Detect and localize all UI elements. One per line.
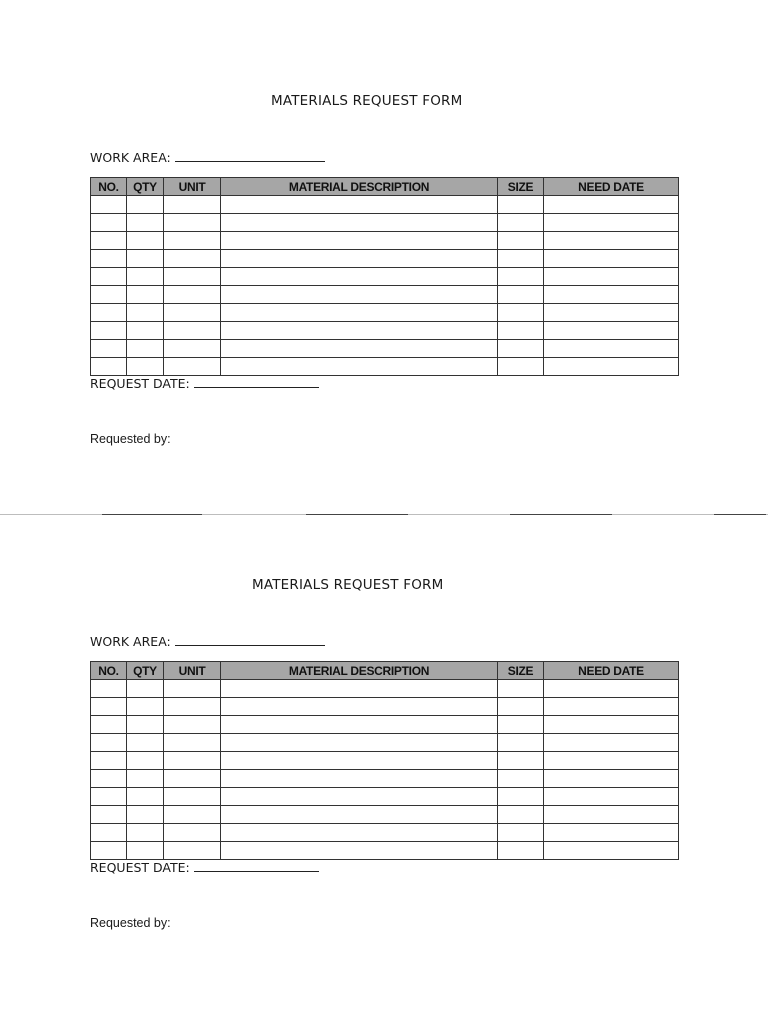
cell-size[interactable] — [498, 322, 544, 340]
cell-unit[interactable] — [164, 268, 221, 286]
cell-material-description[interactable] — [221, 842, 498, 860]
cell-unit[interactable] — [164, 788, 221, 806]
cell-material-description[interactable] — [221, 340, 498, 358]
cell-need-date[interactable] — [544, 824, 679, 842]
cell-size[interactable] — [498, 304, 544, 322]
cell-no[interactable] — [91, 304, 127, 322]
cell-no[interactable] — [91, 716, 127, 734]
cell-need-date[interactable] — [544, 358, 679, 376]
cell-material-description[interactable] — [221, 698, 498, 716]
column-header-no: NO. — [91, 178, 127, 196]
cell-qty[interactable] — [127, 250, 164, 268]
cell-unit[interactable] — [164, 752, 221, 770]
table-row — [91, 286, 679, 304]
cell-material-description[interactable] — [221, 196, 498, 214]
cell-material-description[interactable] — [221, 304, 498, 322]
cell-material-description[interactable] — [221, 734, 498, 752]
table-row — [91, 734, 679, 752]
cell-material-description[interactable] — [221, 268, 498, 286]
cell-need-date[interactable] — [544, 788, 679, 806]
cell-material-description[interactable] — [221, 824, 498, 842]
cell-unit[interactable] — [164, 358, 221, 376]
cell-qty[interactable] — [127, 824, 164, 842]
cell-unit[interactable] — [164, 806, 221, 824]
cell-size[interactable] — [498, 716, 544, 734]
table-row — [91, 752, 679, 770]
cell-need-date[interactable] — [544, 340, 679, 358]
cell-unit[interactable] — [164, 340, 221, 358]
cell-need-date[interactable] — [544, 268, 679, 286]
column-header-material-description: MATERIAL DESCRIPTION — [221, 178, 498, 196]
cell-size[interactable] — [498, 698, 544, 716]
cell-no[interactable] — [91, 734, 127, 752]
table-row — [91, 232, 679, 250]
cell-material-description[interactable] — [221, 358, 498, 376]
column-header-qty: QTY — [127, 178, 164, 196]
table-row — [91, 716, 679, 734]
cell-qty[interactable] — [127, 304, 164, 322]
column-header-size: SIZE — [498, 178, 544, 196]
cell-need-date[interactable] — [544, 304, 679, 322]
table-row — [91, 680, 679, 698]
cell-no[interactable] — [91, 788, 127, 806]
table-row — [91, 824, 679, 842]
cell-no[interactable] — [91, 322, 127, 340]
cell-need-date[interactable] — [544, 734, 679, 752]
cell-qty[interactable] — [127, 770, 164, 788]
cell-material-description[interactable] — [221, 770, 498, 788]
work-area-field — [90, 634, 325, 649]
form-title: MATERIALS REQUEST FORM — [252, 577, 444, 593]
cell-qty[interactable] — [127, 734, 164, 752]
cell-unit[interactable] — [164, 286, 221, 304]
cell-qty[interactable] — [127, 268, 164, 286]
cell-need-date[interactable] — [544, 196, 679, 214]
cell-need-date[interactable] — [544, 232, 679, 250]
table-row — [91, 358, 679, 376]
table-body — [91, 680, 679, 860]
cell-unit[interactable] — [164, 232, 221, 250]
cell-unit[interactable] — [164, 322, 221, 340]
cell-need-date[interactable] — [544, 250, 679, 268]
cell-no[interactable] — [91, 214, 127, 232]
cell-material-description[interactable] — [221, 250, 498, 268]
cell-need-date[interactable] — [544, 770, 679, 788]
cell-need-date[interactable] — [544, 698, 679, 716]
cell-unit[interactable] — [164, 304, 221, 322]
cell-size[interactable] — [498, 842, 544, 860]
column-header-qty: QTY — [127, 662, 164, 680]
cell-material-description[interactable] — [221, 322, 498, 340]
request-date-label: REQUEST DATE: — [90, 860, 190, 875]
cell-qty[interactable] — [127, 358, 164, 376]
work-area-blank-line[interactable] — [175, 635, 325, 646]
cell-qty[interactable] — [127, 286, 164, 304]
requested-by-label: Requested by: — [90, 916, 171, 930]
cell-no[interactable] — [91, 268, 127, 286]
cell-qty[interactable] — [127, 806, 164, 824]
cell-size[interactable] — [498, 752, 544, 770]
cell-no[interactable] — [91, 752, 127, 770]
cell-qty[interactable] — [127, 322, 164, 340]
cell-size[interactable] — [498, 340, 544, 358]
table-header-row — [91, 178, 679, 196]
column-header-no: NO. — [91, 662, 127, 680]
cell-no[interactable] — [91, 842, 127, 860]
cell-no[interactable] — [91, 680, 127, 698]
work-area-field — [90, 150, 325, 165]
column-header-need-date: NEED DATE — [544, 178, 679, 196]
table-row — [91, 304, 679, 322]
cell-unit[interactable] — [164, 250, 221, 268]
cell-need-date[interactable] — [544, 286, 679, 304]
request-date-blank-line[interactable] — [194, 377, 319, 388]
cell-material-description[interactable] — [221, 752, 498, 770]
cell-material-description[interactable] — [221, 232, 498, 250]
request-date-field — [90, 376, 319, 391]
table-row — [91, 340, 679, 358]
cell-size[interactable] — [498, 734, 544, 752]
table-row — [91, 770, 679, 788]
cell-size[interactable] — [498, 806, 544, 824]
requested-by-label: Requested by: — [90, 432, 171, 446]
cell-material-description[interactable] — [221, 286, 498, 304]
cell-no[interactable] — [91, 806, 127, 824]
cell-qty[interactable] — [127, 232, 164, 250]
table-row — [91, 806, 679, 824]
column-header-material-description: MATERIAL DESCRIPTION — [221, 662, 498, 680]
cell-size[interactable] — [498, 286, 544, 304]
cell-no[interactable] — [91, 824, 127, 842]
cell-no[interactable] — [91, 358, 127, 376]
cell-qty[interactable] — [127, 752, 164, 770]
cell-size[interactable] — [498, 788, 544, 806]
table-row — [91, 842, 679, 860]
cell-qty[interactable] — [127, 214, 164, 232]
table-row — [91, 250, 679, 268]
request-date-field — [90, 860, 319, 875]
table-body — [91, 196, 679, 376]
request-date-label: REQUEST DATE: — [90, 376, 190, 391]
work-area-blank-line[interactable] — [175, 151, 325, 162]
cell-need-date[interactable] — [544, 806, 679, 824]
table-row — [91, 196, 679, 214]
cell-size[interactable] — [498, 770, 544, 788]
cell-size[interactable] — [498, 268, 544, 286]
column-header-need-date: NEED DATE — [544, 662, 679, 680]
cell-size[interactable] — [498, 214, 544, 232]
cell-no[interactable] — [91, 286, 127, 304]
cell-need-date[interactable] — [544, 680, 679, 698]
form-title: MATERIALS REQUEST FORM — [271, 93, 463, 109]
column-header-size: SIZE — [498, 662, 544, 680]
cell-unit[interactable] — [164, 716, 221, 734]
cell-no[interactable] — [91, 232, 127, 250]
cell-unit[interactable] — [164, 196, 221, 214]
cell-size[interactable] — [498, 250, 544, 268]
cell-no[interactable] — [91, 340, 127, 358]
cell-unit[interactable] — [164, 824, 221, 842]
cell-qty[interactable] — [127, 680, 164, 698]
cell-material-description[interactable] — [221, 680, 498, 698]
cell-unit[interactable] — [164, 698, 221, 716]
cell-need-date[interactable] — [544, 752, 679, 770]
request-date-blank-line[interactable] — [194, 861, 319, 872]
work-area-label: WORK AREA: — [90, 634, 171, 649]
cell-qty[interactable] — [127, 788, 164, 806]
cell-qty[interactable] — [127, 716, 164, 734]
cell-no[interactable] — [91, 770, 127, 788]
cell-size[interactable] — [498, 232, 544, 250]
cell-need-date[interactable] — [544, 842, 679, 860]
materials-table — [90, 177, 679, 376]
table-row — [91, 788, 679, 806]
materials-request-form-1 — [0, 0, 768, 480]
column-header-unit: UNIT — [164, 662, 221, 680]
cell-no[interactable] — [91, 698, 127, 716]
cell-need-date[interactable] — [544, 716, 679, 734]
cell-unit[interactable] — [164, 214, 221, 232]
table-row — [91, 268, 679, 286]
cell-need-date[interactable] — [544, 322, 679, 340]
work-area-label: WORK AREA: — [90, 150, 171, 165]
cell-no[interactable] — [91, 250, 127, 268]
cell-size[interactable] — [498, 824, 544, 842]
table-row — [91, 214, 679, 232]
table-row — [91, 698, 679, 716]
cell-unit[interactable] — [164, 842, 221, 860]
cell-material-description[interactable] — [221, 716, 498, 734]
cell-no[interactable] — [91, 196, 127, 214]
cell-qty[interactable] — [127, 842, 164, 860]
cell-size[interactable] — [498, 680, 544, 698]
cell-qty[interactable] — [127, 698, 164, 716]
cell-size[interactable] — [498, 196, 544, 214]
cell-qty[interactable] — [127, 196, 164, 214]
column-header-unit: UNIT — [164, 178, 221, 196]
cell-size[interactable] — [498, 358, 544, 376]
cell-need-date[interactable] — [544, 214, 679, 232]
table-header-row — [91, 662, 679, 680]
cell-material-description[interactable] — [221, 214, 498, 232]
materials-request-form-2 — [0, 484, 768, 964]
cell-unit[interactable] — [164, 770, 221, 788]
cell-material-description[interactable] — [221, 788, 498, 806]
cell-unit[interactable] — [164, 734, 221, 752]
cell-unit[interactable] — [164, 680, 221, 698]
materials-table — [90, 661, 679, 860]
cell-material-description[interactable] — [221, 806, 498, 824]
table-row — [91, 322, 679, 340]
cell-qty[interactable] — [127, 340, 164, 358]
